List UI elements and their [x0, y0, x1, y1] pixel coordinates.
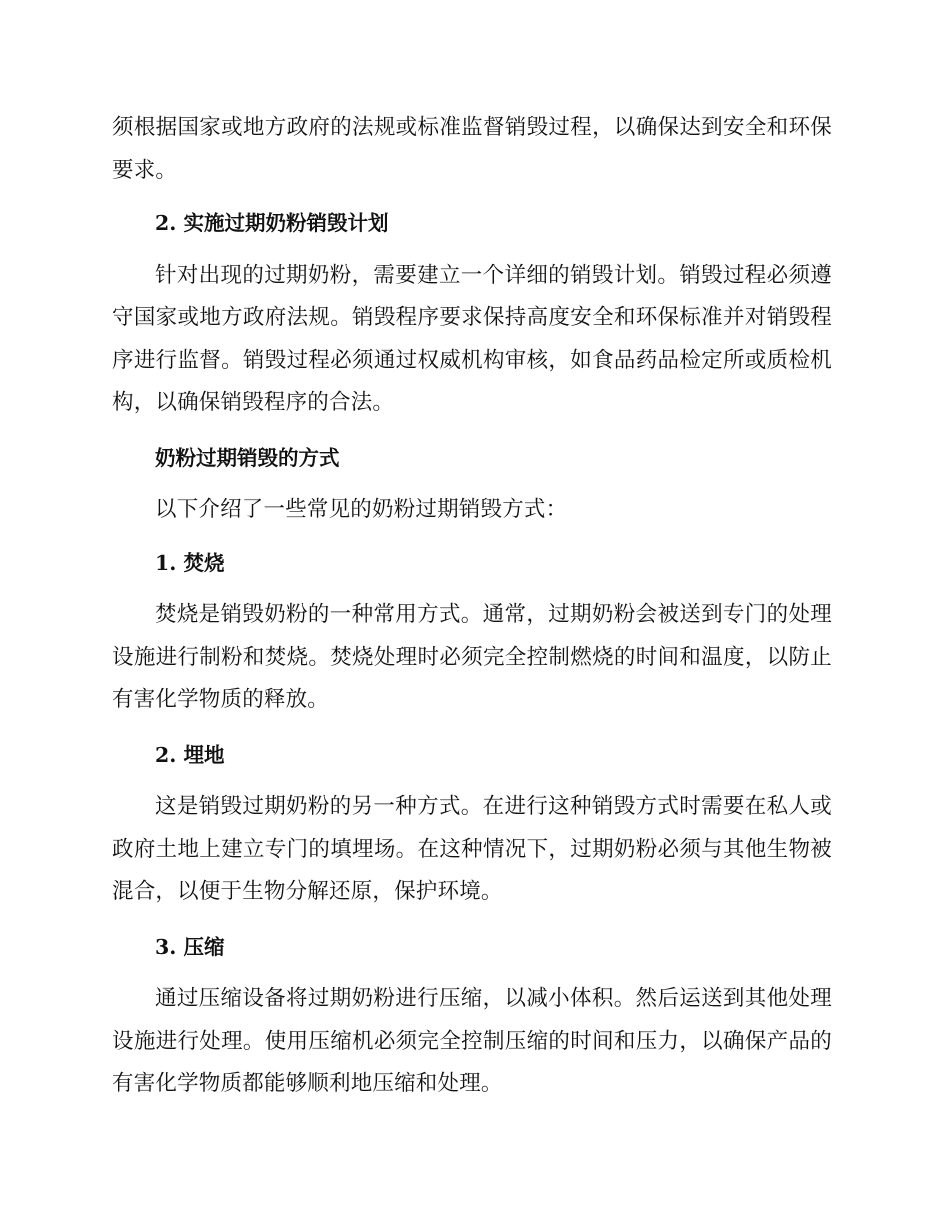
paragraph-continuation: 须根据国家或地方政府的法规或标准监督销毁过程，以确保达到安全和环保要求。 — [112, 115, 832, 183]
heading-incineration: 1. 焚烧 — [155, 550, 225, 575]
paragraph-incineration: 焚烧是销毁奶粉的一种常用方式。通常，过期奶粉会被送到专门的处理设施进行制粉和焚烧。焚烧处理时必须完全控制燃烧的时间和温度，以防止有害化学物质的释放。 — [112, 602, 832, 712]
paragraph-compression: 通过压缩设备将过期奶粉进行压缩，以减小体积。然后运送到其他处理设施进行处理。使用压缩机必须完全控制压缩的时间和压力，以确保产品的有害化学物质都能够顺利地压缩和处理。 — [112, 986, 832, 1096]
heading-compression: 3. 压缩 — [155, 934, 225, 959]
paragraph-landfill: 这是销毁过期奶粉的另一种方式。在进行这种销毁方式时需要在私人或政府土地上建立专门的填埋场。在这种情况下，过期奶粉必须与其他生物被混合，以便于生物分解还原，保护环境。 — [112, 794, 832, 904]
heading-destruction-methods: 奶粉过期销毁的方式 — [155, 445, 340, 470]
heading-landfill: 2. 埋地 — [155, 742, 225, 767]
paragraph-methods-intro: 以下介绍了一些常见的奶粉过期销毁方式： — [155, 497, 568, 522]
paragraph-destruction-plan: 针对出现的过期奶粉，需要建立一个详细的销毁计划。销毁过程必须遵守国家或地方政府法规。销毁程序要求保持高度安全和环保标准并对销毁程序进行监督。销毁过程必须通过权威机构审核，如食品药品检定所或质检机构，以确保销毁程序的合法。 — [112, 262, 832, 415]
document-page — [112, 107, 832, 1106]
heading-implement-plan: 2. 实施过期奶粉销毁计划 — [155, 211, 389, 235]
